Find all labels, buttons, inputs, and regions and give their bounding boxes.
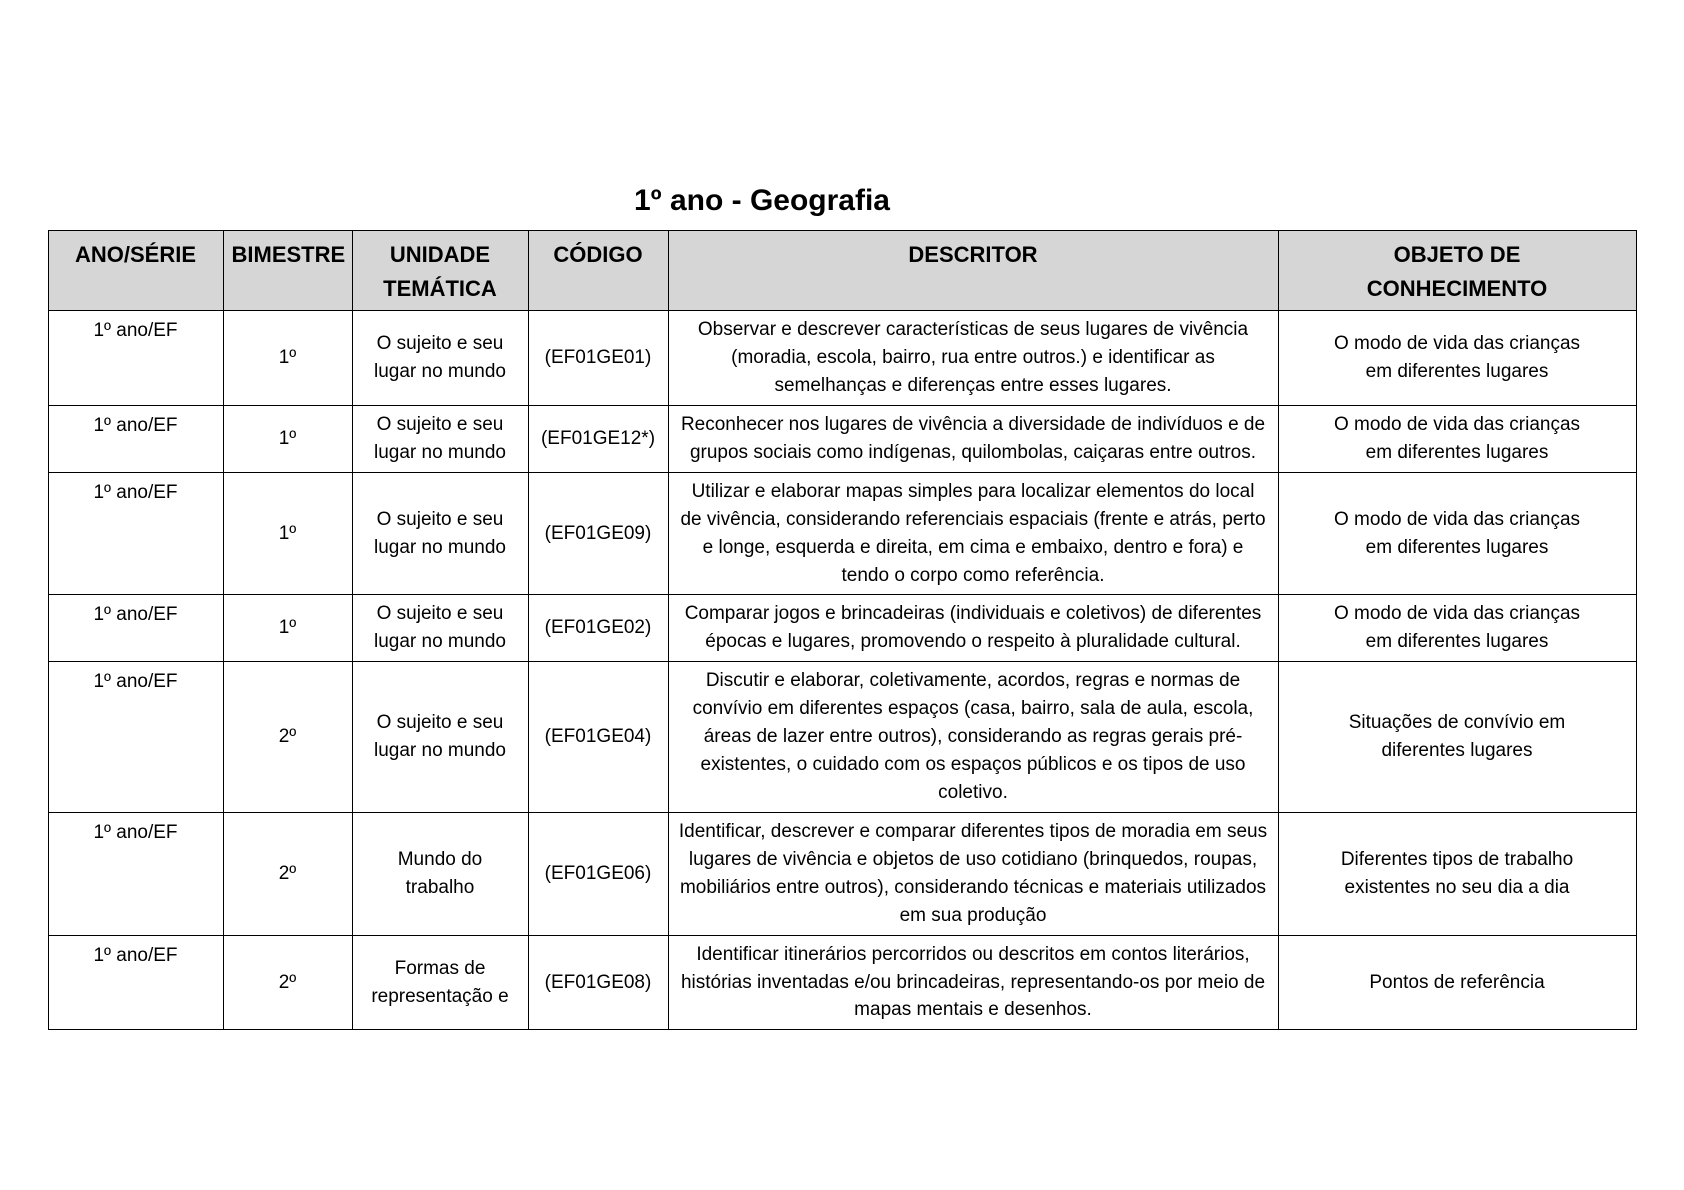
cell-objeto_conhecimento: Pontos de referência <box>1278 935 1636 1030</box>
cell-bimestre: 2º <box>223 812 352 935</box>
cell-unidade_tematica: O sujeito e seu lugar no mundo <box>352 405 528 472</box>
table-row <box>48 935 1636 1030</box>
cell-bimestre: 1º <box>223 311 352 406</box>
header-label: BIMESTRE <box>231 242 346 267</box>
cell-codigo: (EF01GE04) <box>528 662 668 813</box>
cell-bimestre: 1º <box>223 472 352 595</box>
cell-ano_serie: 1º ano/EF <box>48 935 223 1030</box>
table-row <box>48 595 1636 662</box>
cell-ano_serie: 1º ano/EF <box>48 405 223 472</box>
header-label: CÓDIGO <box>553 242 643 267</box>
cell-codigo: (EF01GE01) <box>528 311 668 406</box>
header-cell-objeto_conhecimento <box>1278 231 1636 311</box>
cell-unidade_tematica: O sujeito e seu lugar no mundo <box>352 595 528 662</box>
table-header-row <box>48 231 1636 311</box>
cell-objeto_conhecimento: O modo de vida das crianças em diferentes lugares <box>1278 311 1636 406</box>
cell-bimestre: 2º <box>223 662 352 813</box>
header-label: DESCRITOR <box>908 242 1038 267</box>
cell-ano_serie: 1º ano/EF <box>48 595 223 662</box>
cell-ano_serie: 1º ano/EF <box>48 311 223 406</box>
cell-bimestre: 2º <box>223 935 352 1030</box>
cell-unidade_tematica: O sujeito e seu lugar no mundo <box>352 472 528 595</box>
cell-codigo: (EF01GE08) <box>528 935 668 1030</box>
cell-objeto_conhecimento: O modo de vida das crianças em diferentes lugares <box>1278 405 1636 472</box>
cell-codigo: (EF01GE06) <box>528 812 668 935</box>
curriculum-table <box>48 230 1637 1030</box>
cell-objeto_conhecimento: O modo de vida das crianças em diferentes lugares <box>1278 595 1636 662</box>
table-row <box>48 662 1636 813</box>
cell-ano_serie: 1º ano/EF <box>48 472 223 595</box>
cell-descritor: Discutir e elaborar, coletivamente, acordos, regras e normas de convívio em diferentes espaços (casa, bairro, sala de aula, escola, áreas de lazer entre outros), considerando as regras gerais pré-existentes, o cuidado com os espaços públicos e os tipos de uso coletivo. <box>668 662 1278 813</box>
header-cell-codigo <box>528 231 668 311</box>
table-row <box>48 405 1636 472</box>
header-label: OBJETO DE CONHECIMENTO <box>1366 242 1548 302</box>
table-body <box>48 311 1636 1030</box>
cell-objeto_conhecimento: Situações de convívio em diferentes lugares <box>1278 662 1636 813</box>
cell-descritor: Reconhecer nos lugares de vivência a diversidade de indivíduos e de grupos sociais como indígenas, quilombolas, caiçaras entre outros. <box>668 405 1278 472</box>
cell-ano_serie: 1º ano/EF <box>48 662 223 813</box>
cell-unidade_tematica: Formas de representação e <box>352 935 528 1030</box>
table-row <box>48 812 1636 935</box>
cell-bimestre: 1º <box>223 405 352 472</box>
cell-descritor: Identificar itinerários percorridos ou descritos em contos literários, histórias inventadas e/ou brincadeiras, representando-os por meio de mapas mentais e desenhos. <box>668 935 1278 1030</box>
header-cell-descritor <box>668 231 1278 311</box>
cell-ano_serie: 1º ano/EF <box>48 812 223 935</box>
header-label: UNIDADE TEMÁTICA <box>383 242 497 302</box>
cell-bimestre: 1º <box>223 595 352 662</box>
table-row <box>48 311 1636 406</box>
cell-unidade_tematica: O sujeito e seu lugar no mundo <box>352 662 528 813</box>
cell-codigo: (EF01GE12*) <box>528 405 668 472</box>
cell-descritor: Observar e descrever características de seus lugares de vivência (moradia, escola, bairro, rua entre outros.) e identificar as semelhanças e diferenças entre esses lugares. <box>668 311 1278 406</box>
cell-objeto_conhecimento: Diferentes tipos de trabalho existentes no seu dia a dia <box>1278 812 1636 935</box>
cell-descritor: Identificar, descrever e comparar diferentes tipos de moradia em seus lugares de vivência e objetos de uso cotidiano (brinquedos, roupas, mobiliários entre outros), considerando técnicas e materiais utilizados em sua produção <box>668 812 1278 935</box>
table-row <box>48 472 1636 595</box>
page-title: 1º ano - Geografia <box>633 184 890 217</box>
cell-descritor: Comparar jogos e brincadeiras (individuais e coletivos) de diferentes épocas e lugares, promovendo o respeito à pluralidade cultural. <box>668 595 1278 662</box>
cell-unidade_tematica: Mundo do trabalho <box>352 812 528 935</box>
cell-codigo: (EF01GE02) <box>528 595 668 662</box>
cell-unidade_tematica: O sujeito e seu lugar no mundo <box>352 311 528 406</box>
header-cell-unidade_tematica <box>352 231 528 311</box>
header-cell-ano_serie <box>48 231 223 311</box>
cell-objeto_conhecimento: O modo de vida das crianças em diferentes lugares <box>1278 472 1636 595</box>
header-label: ANO/SÉRIE <box>74 242 197 267</box>
header-cell-bimestre <box>223 231 352 311</box>
cell-descritor: Utilizar e elaborar mapas simples para localizar elementos do local de vivência, considerando referenciais espaciais (frente e atrás, perto e longe, esquerda e direita, em cima e embaixo, dentro e fora) e tendo o corpo como referência. <box>668 472 1278 595</box>
cell-codigo: (EF01GE09) <box>528 472 668 595</box>
